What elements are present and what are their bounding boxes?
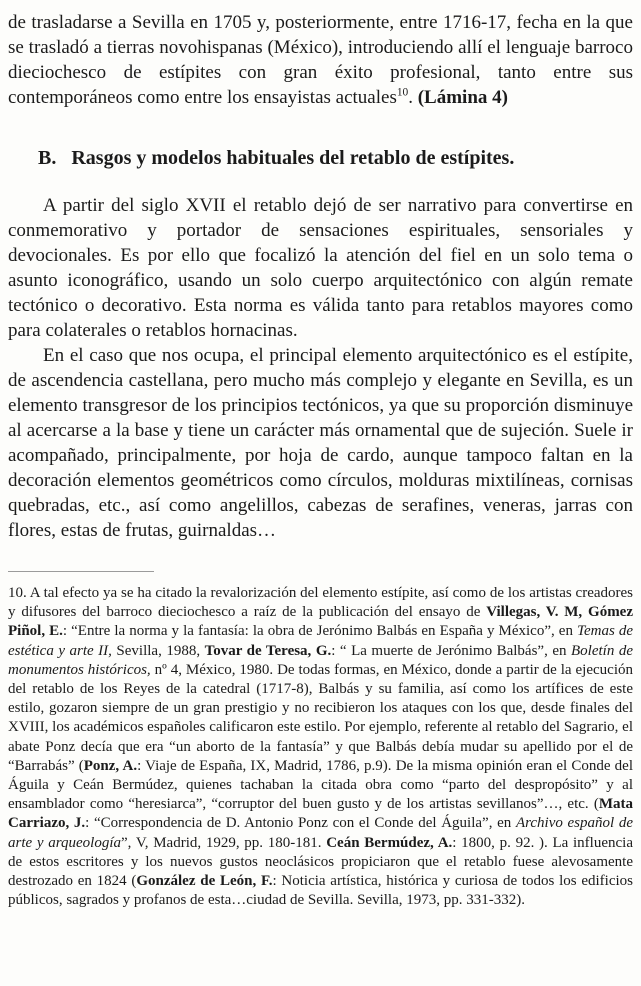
text-run: : Noticia artística, histórica y curiosa de todos los edificios públicos, sagrados y profanos de esta…ciudad de Sevilla. Sevilla, 1973, pp. 331-332).: [8, 873, 633, 909]
text-run: nº 4, México, 1980. De todas formas, en México, donde a partir de la ejecución del retablo de los Reyes de la catedral (1717-8), Balbás y su familia, así como los artífices de este estilo, gozaron siempre de un gran prestigio y no recibieron los ataques con los que, desde finales del XVIII, los académicos españoles calificaron este estilo. Por ejemplo, referente al retablo del Sagrario, el abate Ponz decía que era “un aborto de la fantasía” y que Balbás debía mudar su apellido por el de “Barrabás” (: [8, 661, 633, 774]
text-run: : “Correspondencia de D. Antonio Ponz con el Conde del Águila”, en: [85, 815, 516, 832]
text-run: Sevilla, 1988,: [111, 642, 205, 659]
footnote-separator-rule: [8, 571, 154, 572]
text-run: ”, V, Madrid, 1929, pp. 180-181.: [121, 834, 327, 851]
text-run: A partir del siglo XVII el retablo dejó de ser narrativo para convertirse en conmemorativo y portador de sensaciones espirituales, sensoriales y devocionales. Es por ello que focalizó la atención del fiel en un solo tema o asunto iconográfico, usando un solo cuerpo arquitectónico con algún remate tectónico o decorativo. Esta norma es válida tanto para retablos mayores como para colaterales o retablos hornacinas.: [8, 195, 633, 341]
bold-text-run: Mata Carriazo, J.: [8, 796, 633, 832]
bold-text-run: Villegas, V. M, Gómez Piñol, E.: [8, 604, 634, 640]
footnote-10: [8, 584, 633, 910]
body-paragraph-2: [8, 193, 633, 343]
bold-text-run: (Lámina 4): [417, 87, 508, 108]
text-run: : Viaje de España, IX, Madrid, 1786, p.9). De la misma opinión eran el Conde del Águila y Ceán Bermúdez, quienes tachaban la citada obra como “parto del despropósito” y al ensamblador como “heresiarca”, “corruptor del buen gusto y de los artistas sevillanos”…, etc. (: [8, 757, 633, 813]
italic-text-run: Boletín de monumentos históricos,: [8, 642, 634, 678]
text-run: de trasladarse a Sevilla en 1705 y, posteriormente, entre 1716-17, fecha en la que se trasladó a tierras novohispanas (México), introduciendo allí el lenguaje barroco dieciochesco de estípites con gran éxito profesional, tanto entre sus contemporáneos como entre los ensayistas actuales: [8, 12, 633, 108]
body-paragraph-continuation: [8, 10, 633, 110]
bold-text-run: Ceán Bermúdez, A.: [326, 834, 453, 851]
footnote-reference: 10: [396, 86, 409, 99]
section-heading: [8, 146, 633, 171]
text-run: .: [408, 87, 418, 108]
bold-text-run: Tovar de Teresa, G.: [204, 642, 332, 659]
section-heading-text: Rasgos y modelos habituales del retablo de estípites.: [71, 147, 515, 169]
bold-text-run: González de León, F.: [136, 873, 273, 890]
italic-text-run: Temas de estética y arte II,: [8, 623, 634, 659]
bold-text-run: Ponz, A.: [83, 757, 138, 774]
text-run: : “Entre la norma y la fantasía: la obra de Jerónimo Balbás en España y México”, en: [62, 623, 577, 640]
body-paragraph-3: [8, 343, 633, 543]
section-heading-label: B.: [38, 147, 57, 169]
text-run: : “ La muerte de Jerónimo Balbás”, en: [331, 642, 572, 659]
text-run: 10. A tal efecto ya se ha citado la revalorización del elemento estípite, así como de los artistas creadores y difusores del barroco dieciochesco a raíz de la publicación del ensayo de: [8, 585, 633, 621]
italic-text-run: Archivo español de arte y arqueología: [8, 815, 633, 851]
text-run: : 1800, p. 92. ). La influencia de estos escritores y los nuevos gustos neoclásicos propiciaron que el retablo fuese alevosamente destrozado en 1824 (: [8, 834, 633, 890]
text-run: En el caso que nos ocupa, el principal elemento arquitectónico es el estípite, de ascendencia castellana, pero mucho más complejo y elegante en Sevilla, es un elemento transgresor de los principios tectónicos, ya que su proporción disminuye al acercarse a la base y tiene un carácter más ornamental que de sujeción. Suele ir acompañado, principalmente, por hoja de cardo, aunque tampoco faltan en la decoración elementos geométricos como círculos, molduras mixtilíneas, cornisas quebradas, etc., así como angelillos, cabezas de serafines, veneras, jarras con flores, estas de frutas, guirnaldas…: [8, 345, 633, 541]
